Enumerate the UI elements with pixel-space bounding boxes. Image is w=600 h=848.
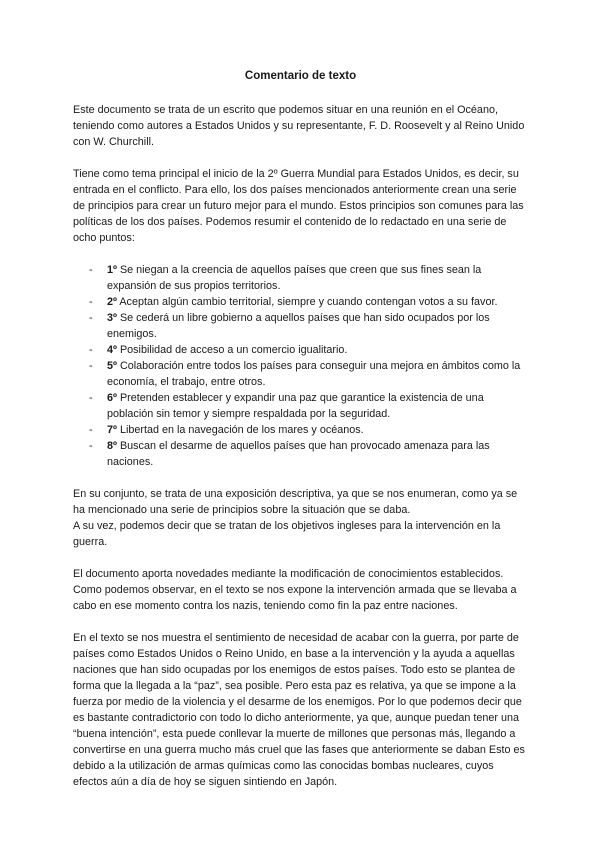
point-number: 3º [107,312,117,324]
point-text: Aceptan algún cambio territorial, siempre y cuando contengan votos a su favor. [116,296,498,308]
list-item [73,294,528,310]
list-item [73,342,528,358]
list-item [73,390,528,422]
point-number: 4º [107,344,117,356]
paragraph-objectives: A su vez, podemos decir que se tratan de los objetivos ingleses para la intervención en la guerra. [73,520,501,548]
bullet-dash: - [89,424,93,436]
bullet-dash: - [89,360,93,372]
point-text: Colaboración entre todos los países para conseguir una mejora en ámbitos como la economía, el trabajo, entre otros. [107,360,521,388]
bullet-dash: - [89,296,93,308]
document-title: Comentario de texto [244,70,357,82]
bullet-dash: - [89,392,93,404]
point-text: Libertad en la navegación de los mares y océanos. [116,424,364,436]
point-text: Pretenden establecer y expandir una paz que garantice la existencia de una población sin temor y siempre respaldada por la seguridad. [107,392,484,420]
point-number: 5º [107,360,117,372]
list-item [73,438,528,470]
bullet-dash: - [89,344,93,356]
point-text: Buscan el desarme de aquellos países que han provocado amenaza para las naciones. [107,440,490,468]
point-number: 7º [107,424,117,436]
point-number: 8º [107,440,117,452]
bullet-dash: - [89,264,93,276]
point-number: 6º [107,392,117,404]
point-number: 2º [107,296,117,308]
bullet-dash: - [89,312,93,324]
paragraph-theme: Tiene como tema principal el inicio de la 2º Guerra Mundial para Estados Unidos, es decir, su entrada en el conflicto. Para ello, los dos países mencionados anteriormente crean una serie de principios para crear un futuro mejor para el mundo. Estos principios son comunes para las políticas de los dos países. Podemos resumir el contenido de lo redactado en una serie de ocho puntos: [73,168,524,244]
principles-list [73,262,528,470]
point-text: Se cederá un libre gobierno a aquellos países que han sido ocupados por los enemigos. [107,312,490,340]
list-item [73,422,528,438]
bullet-dash: - [89,440,93,452]
point-text: Posibilidad de acceso a un comercio igualitario. [116,344,348,356]
paragraph-analysis: En el texto se nos muestra el sentimiento de necesidad de acabar con la guerra, por parte de países como Estados Unidos o Reino Unido, en base a la intervención y la ayuda a aquellas naciones que han sido ocupadas por los enemigos de estos países. Todo esto se plantea de forma que la llegada a la “paz”, sea posible. Pero esta paz es relativa, ya que se impone a la fuerza por medio de la violencia y el desarme de los enemigos. Por lo que podemos decir que es bastante contradictorio con todo lo dicho anteriormente, ya que, aunque puedan tener una “buena intención”, esta puede conllevar la muerte de millones que personas más, llegando a convertirse en una guerra mucho más cruel que las fases que anteriormente se daban Esto es debido a la utilización de armas químicas como las conocidas bombas nucleares, cuyos efectos aún a día de hoy se siguen sintiendo en Japón. [73,632,525,788]
point-number: 1º [107,264,117,276]
list-item [73,310,528,342]
paragraph-summary: En su conjunto, se trata de una exposición descriptiva, ya que se nos enumeran, como ya se ha mencionado una serie de principios sobre la situación que se daba. [73,488,518,516]
paragraph-novelties: El documento aporta novedades mediante la modificación de conocimientos establecidos. Como podemos observar, en el texto se nos expone la intervención armada que se llevaba a cabo en ese momento contra los nazis, teniendo como fin la paz entre naciones. [73,568,517,612]
paragraph-intro: Este documento se trata de un escrito que podemos situar en una reunión en el Océano, teniendo como autores a Estados Unidos y su representante, F. D. Roosevelt y al Reino Unido con W. Churchill. [73,104,525,148]
point-text: Se niegan a la creencia de aquellos países que creen que sus fines sean la expansión de sus propios territorios. [107,264,482,292]
list-item [73,358,528,390]
list-item [73,262,528,294]
